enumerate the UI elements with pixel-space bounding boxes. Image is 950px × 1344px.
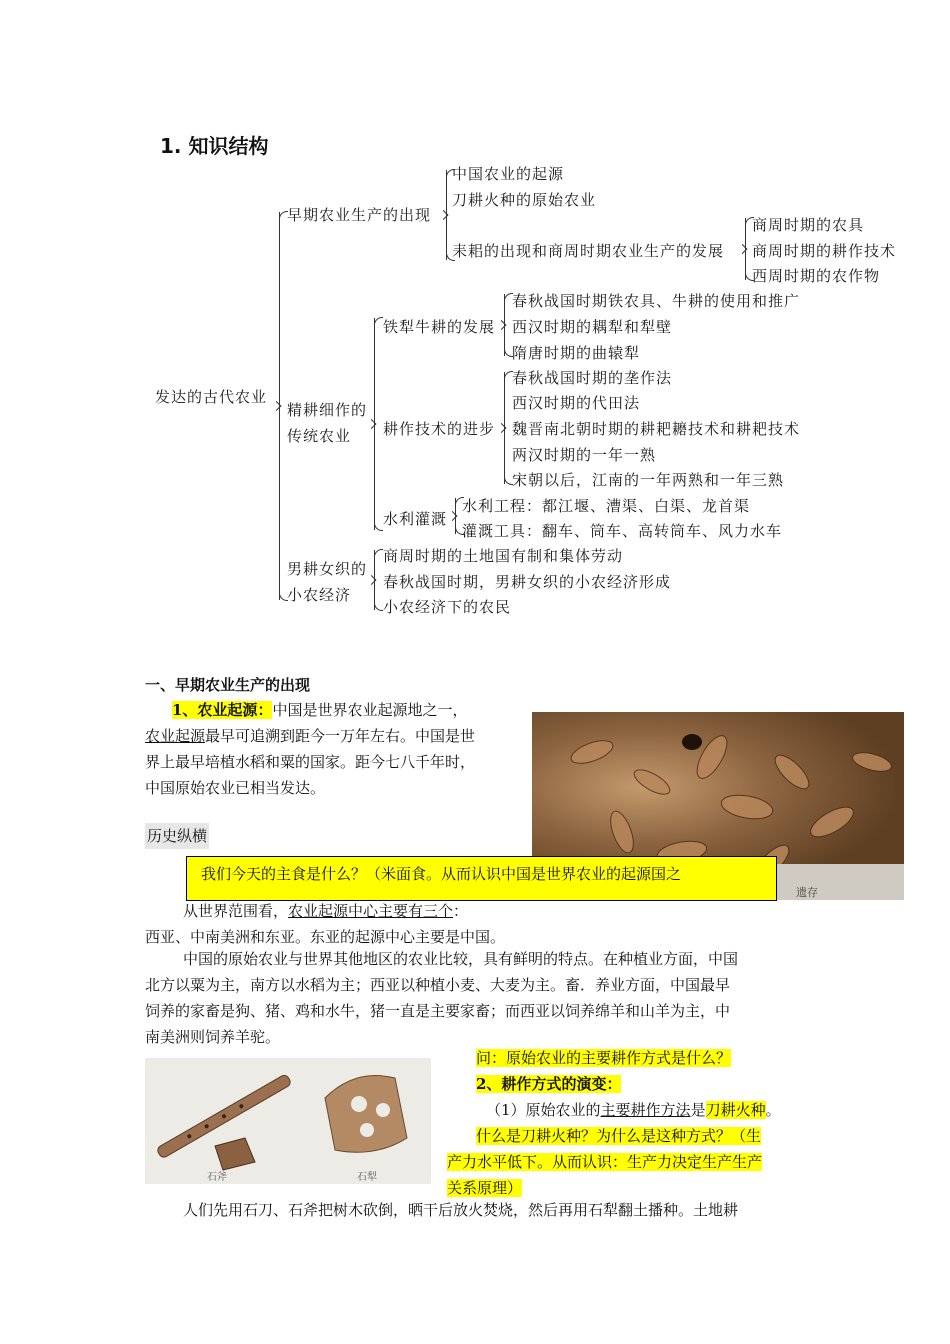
stone-tools-illustration: [145, 1058, 431, 1184]
stone-tools-photo: [145, 1058, 431, 1184]
text-span: 最早可追溯到距今一万年左右。中国是世: [205, 727, 476, 745]
highlighted-text: 产力水平低下。从而认识：生产力决定生产生产: [447, 1153, 763, 1171]
callout-box: [186, 856, 777, 901]
tree-leaf: 西周时期的农作物: [752, 267, 881, 285]
paragraph-origin: [145, 697, 475, 801]
tree-leaf: 春秋战国时期，男耕女织的小农经济形成: [383, 573, 672, 591]
tree-brace-smallfarm: [374, 550, 375, 610]
tree-leaf: 耒耜的出现和商周时期农业生产的发展: [452, 242, 725, 260]
heading-farming-evolution: [476, 1071, 621, 1097]
underlined-term: 主要耕作方法: [600, 1101, 691, 1119]
text-span: ：: [453, 902, 469, 920]
tree-leaf: 灌溉工具：翻车、筒车、高转筒车、风力水车: [462, 522, 783, 540]
highlighted-question: 问：原始农业的主要耕作方式是什么？: [476, 1049, 732, 1067]
tree-leaf: 隋唐时期的曲辕犁: [512, 344, 641, 362]
section-title: 1. 知识结构: [160, 134, 269, 158]
underlined-term: 农业起源: [145, 727, 206, 745]
text-line: 南美洲则饲养羊驼。: [145, 1028, 281, 1046]
caption-stone-plough: 石犁: [357, 1172, 377, 1183]
tree-leaf: 商周时期的土地国有制和集体劳动: [383, 547, 624, 565]
paragraph-process: 人们先用石刀、石斧把树木砍倒，晒干后放火焚烧，然后再用石犁翻土播种。土地耕: [183, 1201, 739, 1219]
tree-leaf: 水利工程：都江堰、漕渠、白渠、龙首渠: [462, 497, 751, 515]
tree-brace-plough: [504, 294, 505, 356]
tree-leaf: 春秋战国时期铁农具、牛耕的使用和推广: [512, 292, 801, 310]
tree-leaf: 小农经济下的农民: [383, 598, 512, 616]
highlighted-text: 什么是刀耕火种？为什么是这种方式？（生: [476, 1127, 762, 1145]
text-span: 从世界范围看，: [183, 902, 289, 920]
tree-leaf: 宋朝以后，江南的一年两熟和一年三熟: [512, 471, 785, 489]
tree-brace-shangzhou: [745, 218, 746, 280]
tree-brace-early: [446, 170, 447, 260]
tree-brace-irrigation: [455, 498, 456, 534]
tree-branch-intensive-1: 精耕细作的: [287, 401, 368, 419]
photo-caption: 遗存: [796, 886, 818, 899]
tree-sub-technique: 耕作技术的进步: [383, 420, 496, 438]
tree-leaf: 商周时期的耕作技术: [752, 242, 897, 260]
history-label: 历史纵横: [145, 823, 209, 849]
text-span: 是: [690, 1101, 706, 1119]
underlined-term: 农业起源中心主要有三个: [288, 902, 454, 920]
tree-brace-technique: [504, 372, 505, 484]
tree-leaf: 西汉时期的代田法: [512, 394, 641, 412]
paragraph-slash-burn: [476, 1097, 781, 1123]
callout-text: 我们今天的主食是什么？（米面食。从而认识中国是世界农业的起源国之: [201, 865, 682, 883]
paragraph-features: [145, 946, 738, 1050]
tree-branch-smallfarm-2: 小农经济: [287, 586, 352, 604]
text-line: 中国的原始农业与世界其他地区的农业比较，具有鲜明的特点。在种植业方面，中国: [183, 950, 739, 968]
tree-leaf: 西汉时期的耦犁和犁壁: [512, 318, 673, 336]
origin-label: 1、农业起源：: [172, 701, 273, 719]
tree-leaf: 魏晋南北朝时期的耕耙耱技术和耕耙技术: [512, 420, 801, 438]
tree-leaf: 春秋战国时期的垄作法: [512, 369, 673, 387]
tree-leaf: 中国农业的起源: [452, 165, 565, 183]
tree-leaf: 两汉时期的一年一熟: [512, 446, 657, 464]
question-farming-method: [476, 1045, 731, 1071]
text-span: 。: [765, 1101, 781, 1119]
heading-early-agriculture: 一、早期农业生产的出现: [145, 676, 311, 694]
tree-brace-root: [279, 212, 280, 600]
highlighted-term: 刀耕火种: [705, 1101, 766, 1119]
tree-leaf: 商周时期的农具: [752, 216, 865, 234]
highlighted-text: 关系原理）: [447, 1179, 523, 1197]
text-line: 界上最早培植水稻和粟的国家。距今七八千年时，: [145, 753, 476, 771]
tree-branch-smallfarm-1: 男耕女织的: [287, 560, 368, 578]
text-span: （1）原始农业的: [486, 1101, 601, 1119]
tree-branch-early: 早期农业生产的出现: [287, 206, 432, 224]
text-span: 中国是世界农业起源地之一，: [272, 701, 468, 719]
text-line: 北方以粟为主，南方以水稻为主；西亚以种植小麦、大麦为主。畜．养业方面，中国最早: [145, 976, 731, 994]
text-line: 西亚、中南美洲和东亚。东亚的起源中心主要是中国。: [145, 928, 506, 946]
tree-branch-intensive-2: 传统农业: [287, 427, 352, 445]
highlighted-heading: 2、耕作方式的演变：: [476, 1075, 622, 1093]
paragraph-centers: [145, 898, 505, 950]
tree-root: 发达的古代农业: [155, 388, 268, 406]
tree-sub-irrigation: 水利灌溉: [383, 510, 448, 528]
caption-stone-axe: 石斧: [207, 1172, 227, 1183]
question-slash-burn: [447, 1123, 762, 1201]
tree-brace-intensive: [374, 318, 375, 530]
text-line: 饲养的家畜是狗、猪、鸡和水牛，猪一直是主要家畜；而西亚以饲养绵羊和山羊为主，中: [145, 1002, 731, 1020]
tree-leaf: 刀耕火种的原始农业: [452, 191, 597, 209]
text-line: 中国原始农业已相当发达。: [145, 779, 326, 797]
tree-sub-plough: 铁犁牛耕的发展: [383, 318, 496, 336]
